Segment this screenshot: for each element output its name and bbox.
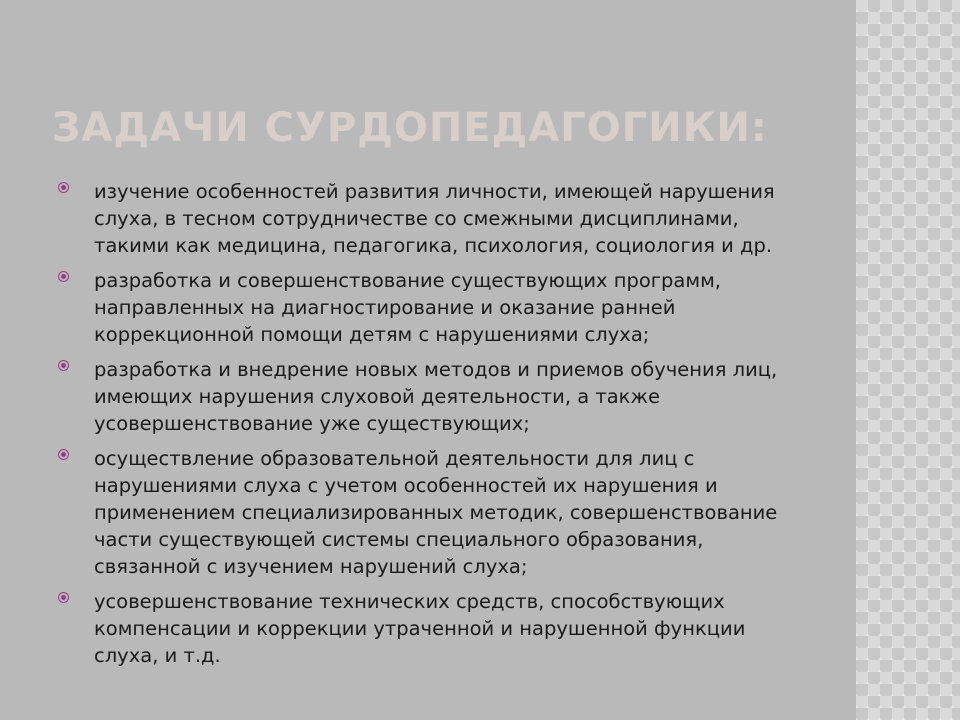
- list-item: [54, 445, 814, 580]
- slide-title: ЗАДАЧИ СУРДОПЕДАГОГИКИ:: [52, 105, 768, 151]
- circle-bullet-icon: [58, 271, 69, 282]
- circle-bullet-icon: [58, 449, 69, 460]
- list-item-text: осуществление образовательной деятельности для лиц с нарушениями слуха с учетом особенностей их нарушения и применением специализированных методик, совершенствование части существующей системы специального образования, связанной с изучением нарушений слуха;: [94, 447, 778, 578]
- list-item: [54, 267, 814, 348]
- bullet-list: [54, 178, 814, 677]
- decorative-pattern-strip: [856, 0, 960, 720]
- circle-bullet-icon: [58, 592, 69, 603]
- circle-bullet-icon: [58, 360, 69, 371]
- list-item-text: усовершенствование технических средств, способствующих компенсации и коррекции утраченной и нарушенной функции слуха, и т.д.: [94, 590, 746, 667]
- list-item: [54, 356, 814, 437]
- list-item-text: разработка и внедрение новых методов и приемов обучения лиц, имеющих нарушения слуховой деятельности, а также усовершенствование уже существующих;: [94, 358, 778, 435]
- list-item-text: разработка и совершенствование существующих программ, направленных на диагностирование и оказание ранней коррекционной помощи детям с нарушениями слуха;: [94, 269, 721, 346]
- list-item-text: изучение особенностей развития личности, имеющей нарушения слуха, в тесном сотрудничестве со смежными дисциплинами, такими как медицина, педагогика, психология, социология и др.: [94, 180, 775, 257]
- list-item: [54, 588, 814, 669]
- list-item: [54, 178, 814, 259]
- circle-bullet-icon: [58, 182, 69, 193]
